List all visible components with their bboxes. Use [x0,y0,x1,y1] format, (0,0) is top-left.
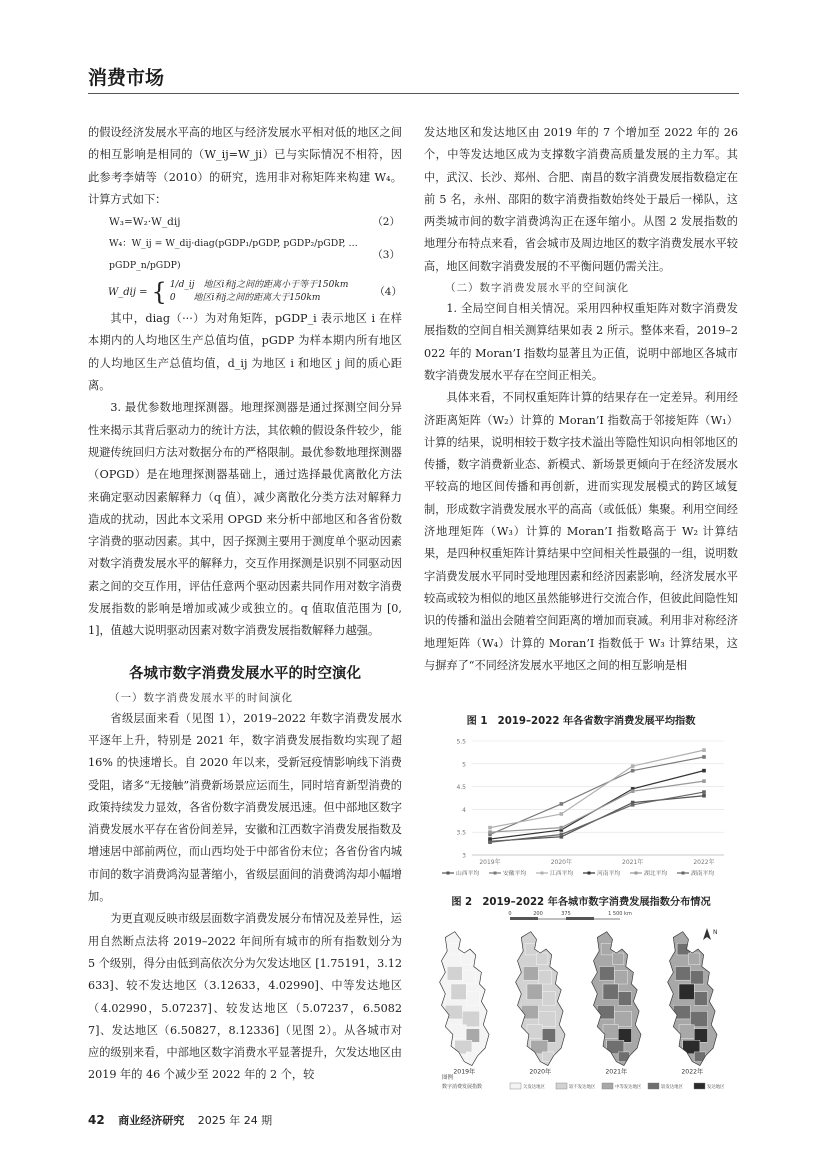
city-region [613,953,624,965]
paragraph: 为更直观反映市级层面数字消费发展分布情况及差异性，运用自然断点法将 2019–2022 年间所有城市的所有指数划分为 5 个级别，得分由低到高依次分为欠发达地区 [1.75191，3.12633]、较不发达地区（3.12633，4.02990]、中等发达地区（4.02990，5.07237]、较发达地区（5.07237，6.50827]、发达地区（6.50827，8.12336]（见图 2）。从各城市对应的级别来看，中部地区数字消费水平显著提升，欠发达地区由 2019 年的 46 个减少至 2022 年的 2 个，较 [88,912,402,1082]
data-point [560,826,564,830]
legend-label: 湖南平均 [691,871,715,877]
map-2 [592,932,641,1076]
legend-class-label: 发达地区 [707,1085,725,1090]
paragraph: 1. 全局空间自相关情况。采用四种权重矩阵对数字消费发展指数的空间自相关测算结果如表 2 所示。整体来看，2019–2022 年的 Moran’I 指数均显著且为正值，说明中部地区各城市数字消费发展水平存在空间正相关。 [424,302,738,382]
figure-2 [424,893,738,1107]
city-region [527,1025,542,1039]
line-chart [424,727,738,882]
city-region [451,984,466,1000]
series-line [490,781,704,832]
legend-swatch [602,1083,613,1089]
scale-label: 1 500 km [608,911,632,917]
figure-caption: 图 1 2019–2022 年各省数字消费发展平均指数 [466,716,696,727]
city-region [614,1011,631,1027]
city-region [618,992,631,1006]
formula-label: W_dij = [108,286,148,298]
data-point [631,803,635,807]
brace: { [151,278,167,307]
formula-4 [88,279,402,305]
figure-1 [424,712,738,886]
legend-swatch [556,1083,567,1089]
data-point [488,840,492,844]
legend-swatch [648,1083,659,1089]
scale-label: 0 [508,911,512,917]
series-line [490,757,704,835]
north-label: N [713,929,718,936]
city-region [673,1005,690,1019]
legend-swatch [510,1083,521,1089]
north-arrow [703,928,718,940]
city-region [694,992,707,1006]
data-point [560,812,564,816]
data-point [488,830,492,834]
subsection-title: （一）数字消费发展水平的时间演化 [109,691,293,704]
map-year-label: 2021年 [605,1068,628,1076]
city-region [690,1011,707,1027]
legend-label: 河南平均 [597,871,621,877]
data-point [702,794,706,798]
legend-swatch [694,1083,705,1089]
journal-name: 商业经济研究 [118,1114,185,1127]
city-region [523,967,538,981]
y-tick-label: 5 [462,761,466,769]
figure-caption: 图 2 2019–2022 年各城市数字消费发展指数分布情况 [451,897,711,908]
city-region [527,984,542,1000]
city-region [537,953,548,965]
city-region [614,970,627,984]
scale-label: 375 [561,911,571,917]
header-rule [88,93,739,94]
city-region [603,984,618,1000]
x-tick-label: 2019年 [479,859,501,866]
case-line: 0 地区i和j之间的距离大于150km [169,293,321,304]
city-region [447,967,462,981]
section-title: 各城市数字消费发展水平的时空演化 [129,665,361,682]
legend-marker [588,872,591,875]
city-region [542,1052,553,1062]
paragraph: 其中，diag（···）为对角矩阵，pGDP_i 表示地区 i 在样本期内的人均地区生产总值均值，pGDP 为样本期内所有地区的人均地区生产总值均值，d_ij 为地区 i 和地区 j 间的质心距离。 [88,312,402,393]
city-region [599,967,614,981]
city-region [538,1011,555,1027]
paragraph: 的假设经济发展水平高的地区与经济发展水平相对低的地区之间的相互影响是相同的（W_ij=W_ji）已与实际情况不相符，因此参考李婧等（2010）的研究，选用非对称矩阵来构建 W₄。计算方式如下： [88,126,402,206]
paragraph: 省级层面来看（见图 1），2019–2022 年数字消费发展水平逐年上升，特别是 2021 年，数字消费发展指数均实现了超 16% 的快速增长。自 2020 年以来，受新冠疫情影响线下消费受阻，诸多“无接触”消费新场景应运而生，同时培育新型消费的政策持续发力显效，各省份数字消费发展迅速。但中部地区数字消费发展水平存在省份间差异，安徽和江西数字消费发展指数及增速居中部前两位，而山西均处于中部省份末位；各省份省内城市间的数字消费鸿沟显著缩小，省级层面间的消费鸿沟却小幅增加。 [88,711,402,904]
city-region [694,1052,705,1062]
city-region [462,970,475,984]
legend-class-label: 中等发达地区 [615,1085,642,1090]
map-year-label: 2019年 [453,1068,476,1076]
legend-class-label: 较不发达地区 [569,1085,596,1090]
y-tick-label: 3 [462,852,466,860]
legend-marker [682,872,685,875]
city-region [618,1052,629,1062]
x-tick-label: 2022年 [693,859,715,866]
city-region [538,970,551,984]
city-region [542,992,555,1006]
legend-class-label: 欠发达地区 [523,1085,545,1090]
city-region [690,970,703,984]
map-year-label: 2020年 [529,1068,552,1076]
data-point [702,779,706,783]
formula-3 [88,233,402,277]
city-region [679,1025,694,1039]
map-year-label: 2022年 [681,1068,704,1076]
legend-marker [447,872,450,875]
data-point [560,802,564,806]
map-1 [516,932,565,1076]
legend-label: 山西平均 [456,871,480,877]
paragraph: 3. 最优参数地理探测器。地理探测器是通过探测空间分异性来揭示其背后驱动力的统计方法，其依赖的假设条件较少，能规避传统回归方法对数据分布的严格限制。最优参数地理探测器（OPGD）是在地理探测器基础上，通过选择最优离散化方法来确定驱动因素解释力（q 值），减少离散化分类方法对解释力造成的扰动，因此本文采用 OPGD 来分析中部地区和各省份数字消费的驱动因素。其中，因子探测主要用于测度单个驱动因素对数字消费发展水平的解释力，交互作用探测是识别不同驱动因素之间的交互作用，评估任意两个驱动因素共同作用对数字消费发展指数的影响是增加或减少或独立的。q 值取值范围为 [0, 1]，值越大说明驱动因素对数字消费发展指数解释力越强。 [88,401,402,638]
city-region [597,1005,614,1019]
y-tick-label: 5.5 [456,738,466,746]
x-tick-label: 2020年 [550,859,572,866]
paragraph: 发达地区和发达地区由 2019 年的 7 个增加至 2022 年的 26 个，中等发达地区成为支撑数字消费高质量发展的主力军。其中，武汉、长沙、郑州、合肥、南昌的数字消费发展指数稳定在前 5 名，永州、邵阳的数字消费指数始终处于最后一梯队，这两类城市间的数字消费鸿沟正在逐年缩小。从图 2 发展指数的地理分布特点来看，省会城市及周边地区的数字消费发展水平较高，地区间数字消费发展的不平衡问题仍需关注。 [424,126,738,273]
choropleth-maps [424,908,738,1103]
map-legend [442,1073,725,1090]
formula-text: W₄：W_ij = W_dij·diag(pGDP₁/pGDP, pGDP₂/pGDP, … pGDP_n/pGDP) [109,238,358,272]
left-column [88,122,402,1087]
map-3 [668,932,717,1076]
city-region [445,1005,462,1019]
page-footer [88,1112,272,1128]
data-point [631,764,635,768]
city-region [466,992,479,1006]
legend-marker [541,872,544,875]
map-0 [440,932,489,1076]
legend-marker [494,872,497,875]
legend-label: 数字消费发展指数 [442,1084,483,1090]
legend-label: 江西平均 [550,871,574,877]
series-line [490,771,704,839]
legend-marker [635,872,638,875]
data-point [702,769,706,773]
data-point [631,789,635,793]
legend-label: 安徽平均 [503,871,527,877]
city-region [679,984,694,1000]
data-point [488,826,492,830]
data-point [702,755,706,759]
legend-label: 湖北平均 [644,871,668,877]
city-region [675,967,690,981]
scale-label: 200 [533,911,543,917]
y-tick-label: 3.5 [456,829,466,837]
section-header: 消费市场 [88,67,165,89]
legend-title: 图例 [442,1075,454,1081]
equation-number: （2） [372,216,400,229]
paragraph: 具体来看，不同权重矩阵计算的结果存在一定差异。利用经济距离矩阵（W₂）计算的 Moran’I 指数高于邻接矩阵（W₁）计算的结果，说明相较于数字技术溢出等隐性知识向相邻地区的传播，数字消费新业态、新模式、新场景更倾向于在经济发展水平较高的地区间传播和再创新，进而实现发展模式的跨区域复制，形成数字消费发展水平的高高（或低低）集聚。利用空间经济地理矩阵（W₃）计算的 Moran’I 指数略高于 W₂ 计算结果，是四种权重矩阵计算结果中空间相关性最强的一组，说明数字消费发展水平同时受地理因素和经济因素影响，经济发展水平较高或较为相似的地区虽然能够进行交流合作，但彼此间隐性知识的传播和溢出会随着空间距离的增加而衰减。利用非对称经济地理矩阵（W₄）计算的 Moran’I 指数低于 W₃ 计算结果，这与摒弃了“不同经济发展水平地区之间的相互影响是相 [424,391,738,672]
city-region [603,1025,618,1039]
city-region [451,1025,466,1039]
city-region [689,953,700,965]
data-point [631,769,635,773]
issue: 2025 年 24 期 [197,1114,273,1127]
equation-number: （3） [372,249,400,262]
page-number: 42 [88,1113,105,1127]
x-tick-label: 2021年 [622,859,644,866]
city-region [521,1005,538,1019]
right-column [424,122,738,677]
data-point [702,748,706,752]
scale-bar [510,917,620,920]
formula-text: W₃=W₂·W_dij [109,216,181,229]
data-point [488,837,492,841]
data-point [702,790,706,794]
legend-class-label: 较发达地区 [661,1085,683,1090]
formula-2 [88,211,402,233]
city-region [466,1052,477,1062]
city-region [462,1011,479,1027]
y-tick-label: 4 [462,806,466,814]
subsection-title: （二）数字消费发展水平的空间演化 [445,282,629,295]
data-point [560,833,564,837]
case-line: 1/d_ij 地区i和j之间的距离小于等于150km [169,280,349,291]
equation-number: （4） [374,285,402,298]
city-region [461,953,472,965]
series-line [490,750,704,828]
y-tick-label: 4.5 [456,784,466,792]
